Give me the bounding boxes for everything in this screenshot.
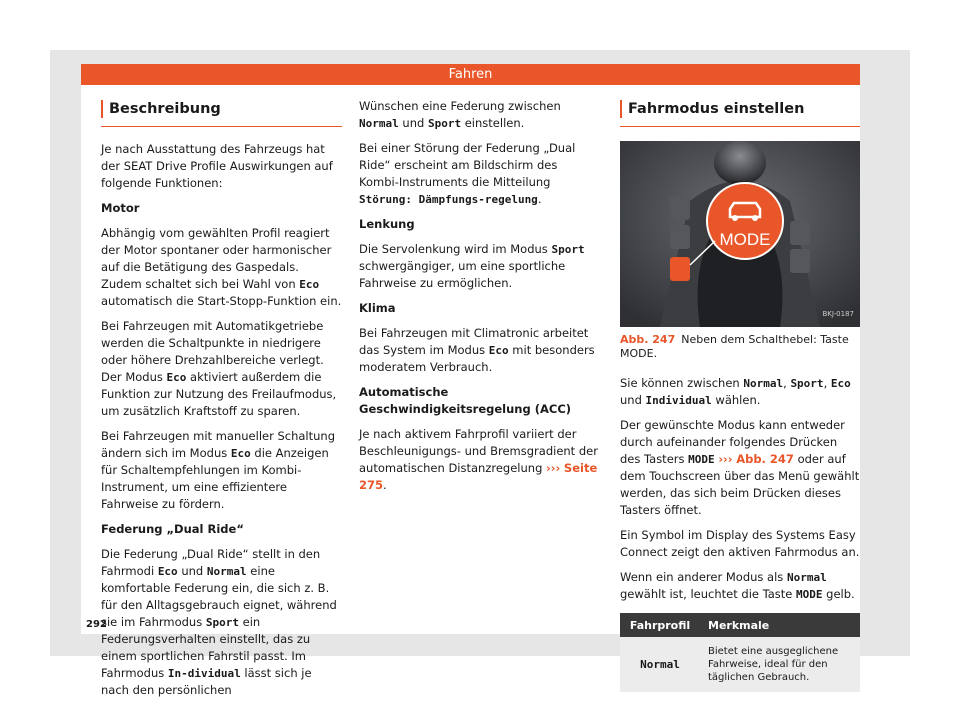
figure-code: BKJ-0187 [822, 310, 854, 318]
table-row [620, 637, 860, 692]
column-description [101, 98, 342, 707]
profile-description: Bietet eine ausgeglichene Fahrweise, ideal für den täglichen Gebrauch. [700, 637, 860, 692]
table-header-profile: Fahrprofil [620, 613, 700, 637]
page-link[interactable]: Seite 275 [359, 461, 598, 492]
heading-lenkung: Lenkung [359, 217, 415, 231]
heading-klima: Klima [359, 301, 396, 315]
select-mode-paragraph: Der gewünschte Modus kann entweder durch aufeinander folgendes Drücken des Tasters MODE ››› Abb. 247 oder auf dem Touchscreen über das Menü gewählt werden, das sich beim Drücken dieses Tasters öffnet. [620, 418, 860, 517]
mode-label: MODE [719, 230, 771, 249]
acc-paragraph: Je nach aktivem Fahrprofil variiert der Beschleunigungs- und Bremsgradient der automatischen Distanzregelung ››› Seite 275. [359, 427, 598, 492]
chapter-header: Fahren [81, 64, 860, 85]
page-number: 292 [86, 619, 107, 630]
column-description-cont [359, 98, 600, 502]
klima-paragraph: Bei Fahrzeugen mit Climatronic arbeitet das System im Modus Eco mit besonders moderatem Verbrauch. [359, 326, 595, 374]
lenkung-paragraph: Die Servolenkung wird im Modus Sport schwergängiger, um eine sportliche Fahrweise zu ermöglichen. [359, 242, 585, 290]
figure-caption: Abb. 247 Neben dem Schalthebel: Taste MODE. [620, 333, 849, 360]
motor-paragraph-2: Bei Fahrzeugen mit Automatikgetriebe werden die Schaltpunkte in niedrigere oder höhere Drehzahlbereiche verlegt. Der Modus Eco aktiviert außerdem die Funktion zur Nutzung des Freilaufmodus, um zusätzlich Kraftstoff zu sparen. [101, 319, 337, 418]
symbol-paragraph: Ein Symbol im Display des Systems Easy Connect zeigt den aktiven Fahrmodus an. [620, 528, 860, 559]
manual-page [81, 64, 860, 697]
section-title-beschreibung: Beschreibung [101, 98, 342, 127]
figure-link[interactable]: Abb. 247 [736, 452, 794, 466]
heading-dual-ride: Federung „Dual Ride“ [101, 522, 244, 536]
heading-motor: Motor [101, 201, 140, 215]
mode-button-figure [620, 141, 860, 327]
heading-acc: Automatische Geschwindigkeitsregelung (ACC) [359, 385, 572, 416]
motor-paragraph-3: Bei Fahrzeugen mit manueller Schaltung ändern sich im Modus Eco die Anzeigen für Schaltempfehlungen im Kombi-Instrument, um eine effizientere Fahrweise zu fördern. [101, 429, 336, 511]
modes-paragraph: Sie können zwischen Normal, Sport, Eco und Individual wählen. [620, 376, 851, 407]
section-title-fahrmodus: Fahrmodus einstellen [620, 98, 860, 127]
profile-name: Normal [640, 657, 680, 671]
yellow-button-paragraph: Wenn ein anderer Modus als Normal gewählt ist, leuchtet die Taste MODE gelb. [620, 570, 855, 601]
column-drive-mode [620, 98, 860, 692]
dual-ride-fault-paragraph: Bei einer Störung der Federung „Dual Ride“ erscheint am Bildschirm des Kombi-Instruments die Mitteilung Störung: Dämpfungs-regelung. [359, 141, 576, 206]
dual-ride-continued: Wünschen eine Federung zwischen Normal und Sport einstellen. [359, 99, 561, 130]
motor-paragraph-1: Abhängig vom gewählten Profil reagiert der Motor spontaner oder harmonischer auf die Betätigung des Gaspedals. Zudem schaltet sich bei Wahl von Eco automatisch die Start-Stopp-Funktion ein. [101, 226, 342, 308]
dual-ride-paragraph: Die Federung „Dual Ride“ stellt in den Fahrmodi Eco und Normal eine komfortable Federung ein, die sich z. B. für den Alltagsgebrauch eignet, während sie im Fahrmodus Sport ein Federungsverhalten einstellt, das zu einem sportlichen Fahrstil passt. Im Fahrmodus In-dividual lässt sich je nach den persönlichen [101, 547, 337, 697]
profile-table [620, 613, 860, 692]
intro-paragraph: Je nach Ausstattung des Fahrzeugs hat der SEAT Drive Profile Auswirkungen auf folgende Funktionen: [101, 142, 333, 190]
table-header-features: Merkmale [700, 613, 860, 637]
